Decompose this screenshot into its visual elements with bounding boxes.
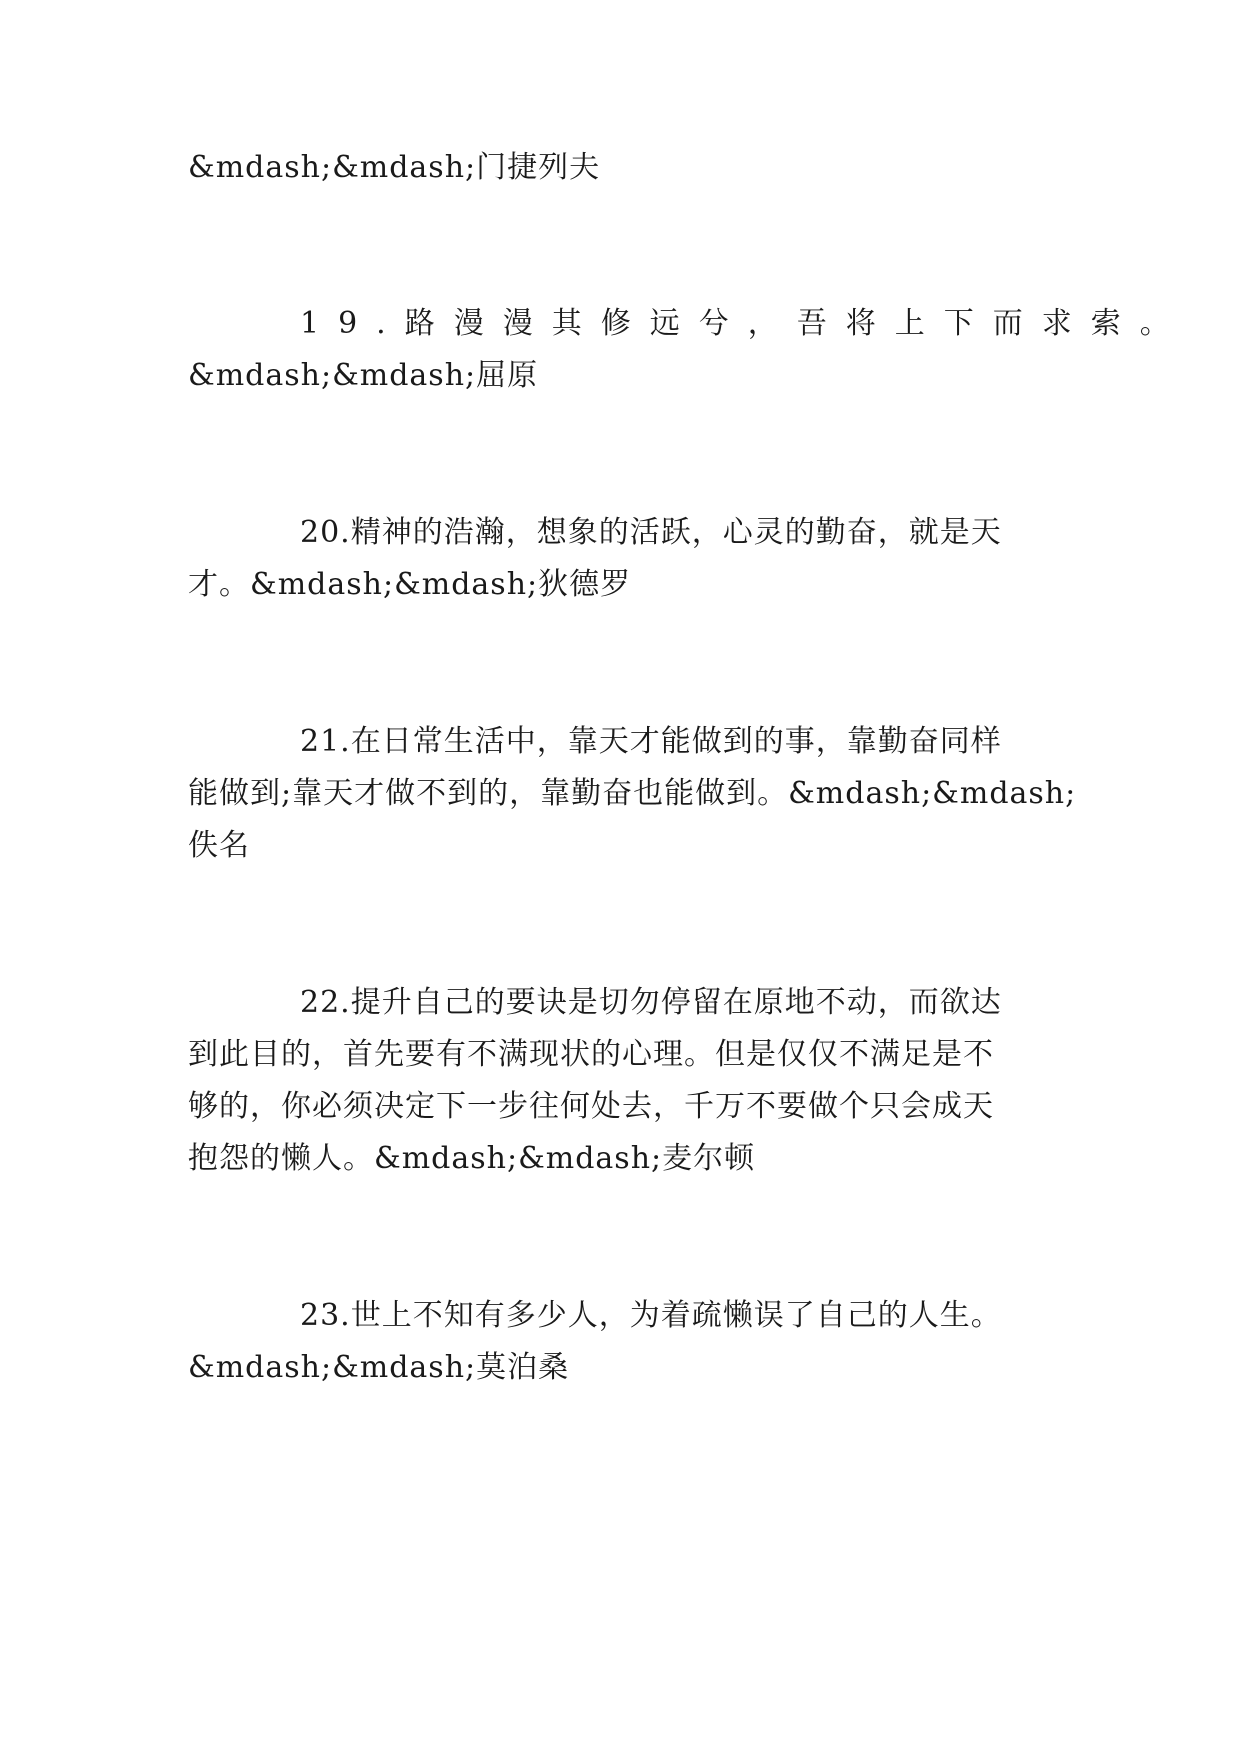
quote-22-line-1: 22.提升自己的要诀是切勿停留在原地不动，而欲达 [300, 985, 1002, 1020]
quote-23-line-2: &mdash;&mdash;莫泊桑 [188, 1350, 570, 1385]
quote-22-line-2: 到此目的，首先要有不满现状的心理。但是仅仅不满足是不 [188, 1037, 994, 1072]
quote-21-line-1: 21.在日常生活中，靠天才能做到的事，靠勤奋同样 [300, 724, 1002, 759]
quote-20-line-1: 20.精神的浩瀚，想象的活跃，心灵的勤奋，就是天 [300, 515, 1002, 550]
quote-22-line-4: 抱怨的懒人。&mdash;&mdash;麦尔顿 [188, 1141, 756, 1176]
text-line: &mdash;&mdash;门捷列夫 [188, 150, 601, 185]
quote-21-line-3: 佚名 [188, 828, 250, 863]
quote-19-line-2: &mdash;&mdash;屈原 [188, 358, 539, 393]
quote-20-line-2: 才。&mdash;&mdash;狄德罗 [188, 567, 632, 602]
quote-19-line-1: 19.路漫漫其修远兮，吾将上下而求索。 [300, 306, 1189, 341]
quote-23-line-1: 23.世上不知有多少人，为着疏懒误了自己的人生。 [300, 1298, 1002, 1333]
quote-22-line-3: 够的，你必须决定下一步往何处去，千万不要做个只会成天 [188, 1089, 994, 1124]
quote-21-line-2: 能做到;靠天才做不到的，靠勤奋也能做到。&mdash;&mdash; [188, 776, 1077, 811]
